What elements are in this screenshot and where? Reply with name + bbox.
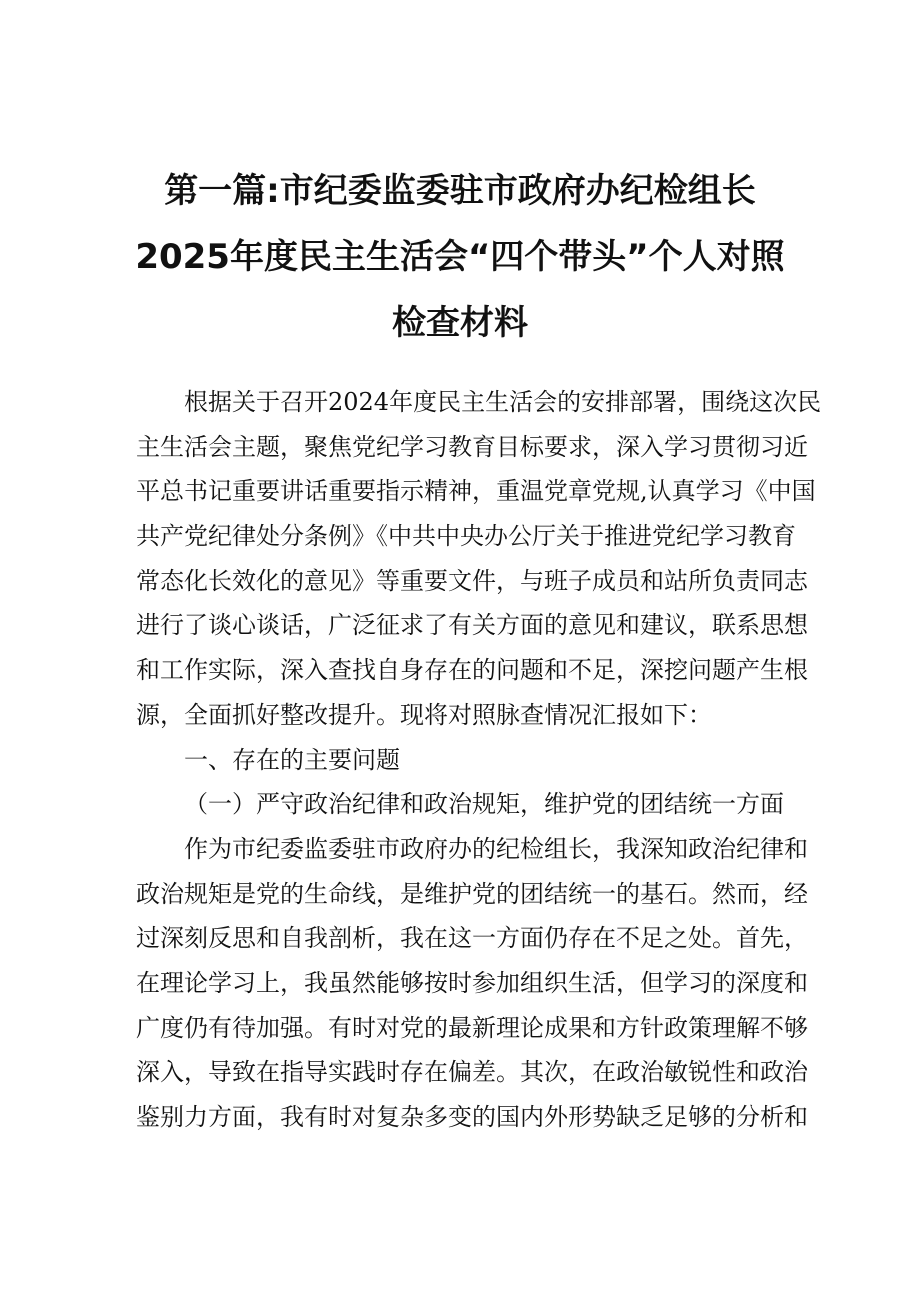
document-title bbox=[80, 158, 840, 356]
title-line-3: 检查材料 bbox=[392, 303, 528, 343]
subsection-heading: （一）严守政治纪律和政治规矩，维护党的团结统一方面 bbox=[184, 790, 784, 819]
body-text-line: 进行了谈心谈话，广泛征求了有关方面的意见和建议，联系思想 bbox=[136, 611, 808, 640]
body-text-line: 根据关于召开2024年度民主生活会的安排部署，围绕这次民 bbox=[184, 388, 822, 416]
body-text-line: 作为市纪委监委驻市政府办的纪检组长，我深知政治纪律和 bbox=[184, 834, 808, 863]
body-text-line: 政治规矩是党的生命线，是维护党的团结统一的基石。然而，经 bbox=[136, 879, 808, 908]
body-text-line: 共产党纪律处分条例》《中共中央办公厅关于推进党纪学习教育 bbox=[136, 522, 796, 551]
body-text-line: 源，全面抓好整改提升。现将对照脉查情况汇报如下： bbox=[136, 700, 712, 729]
title-line-1: 第一篇:市纪委监委驻市政府办纪检组长 bbox=[164, 171, 756, 211]
body-text-line: 鉴别力方面，我有时对复杂多变的国内外形势缺乏足够的分析和 bbox=[136, 1103, 808, 1131]
body-text-line: 平总书记重要讲话重要指示精神，重温党章党规,认真学习《中国 bbox=[136, 477, 816, 506]
body-text-line: 广度仍有待加强。有时对党的最新理论成果和方针政策理解不够 bbox=[136, 1013, 808, 1042]
body-text-line: 和工作实际，深入查找自身存在的问题和不足，深挖问题产生根 bbox=[136, 656, 808, 685]
section-heading: 一、存在的主要问题 bbox=[184, 745, 400, 774]
document-body bbox=[136, 380, 822, 1140]
body-text-line: 在理论学习上，我虽然能够按时参加组织生活，但学习的深度和 bbox=[136, 968, 808, 997]
body-text-line: 主生活会主题，聚焦党纪学习教育目标要求，深入学习贯彻习近 bbox=[136, 432, 808, 461]
body-text-line: 常态化长效化的意见》等重要文件，与班子成员和站所负责同志 bbox=[136, 566, 808, 595]
body-text-line: 深入，导致在指导实践时存在偏差。其次，在政治敏锐性和政治 bbox=[136, 1058, 808, 1087]
title-line-2: 2025年度民主生活会“四个带头”个人对照 bbox=[135, 237, 785, 277]
body-text-line: 过深刻反思和自我剖析，我在这一方面仍存在不足之处。首先， bbox=[136, 924, 808, 953]
